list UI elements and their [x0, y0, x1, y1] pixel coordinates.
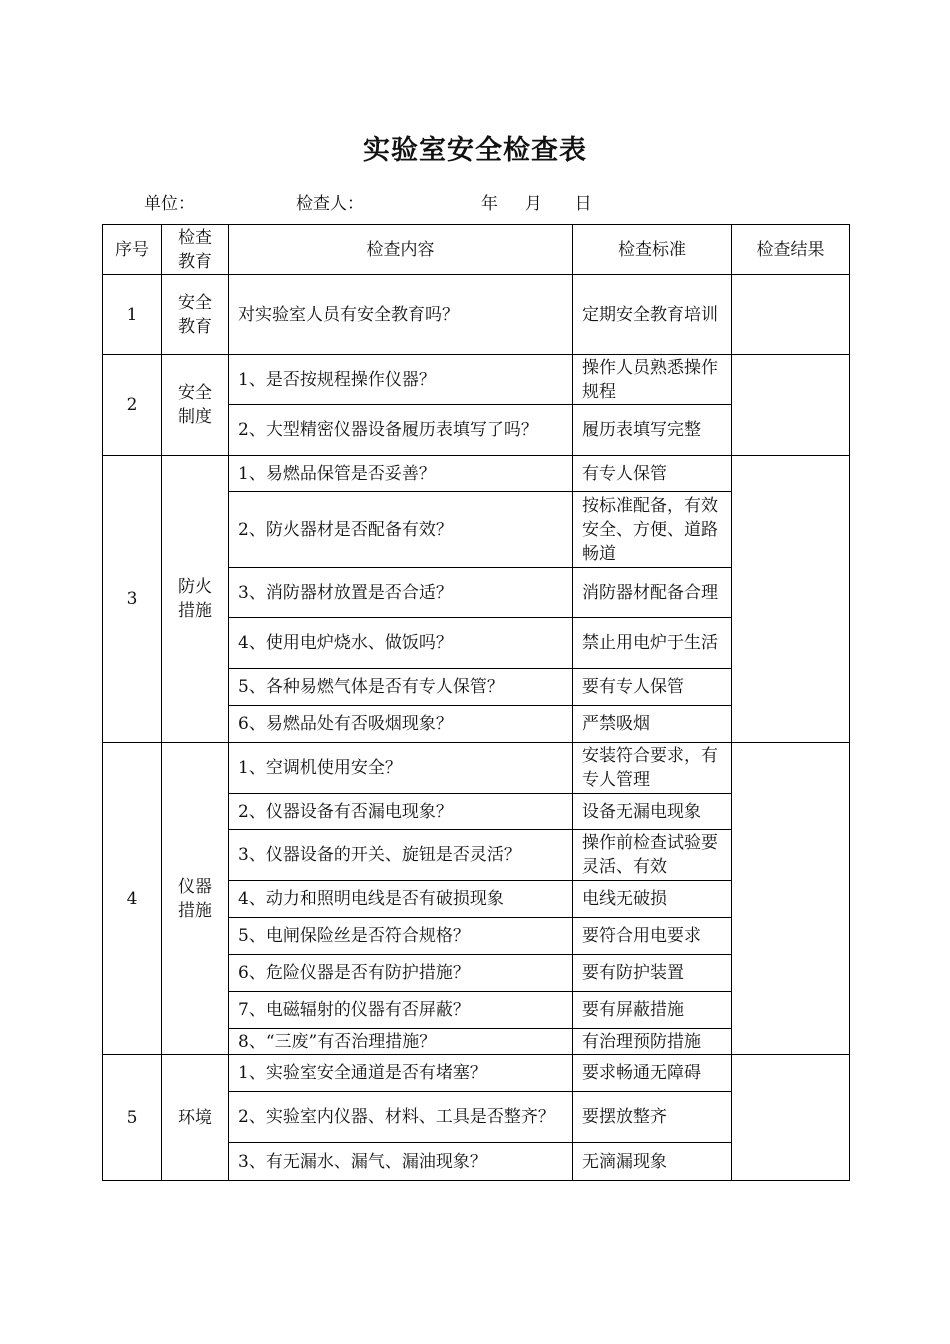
- table-row: [103, 355, 850, 405]
- item-standard: 安装符合要求，有专人管理: [573, 743, 732, 794]
- item-content: 1、易燃品保管是否妥善？: [229, 456, 573, 492]
- item-standard: 操作前检查试验要灵活、有效: [573, 830, 732, 881]
- day-label: 日: [574, 194, 592, 214]
- header-standard: 检查标准: [573, 225, 732, 275]
- section-category: 仪器措施: [162, 743, 229, 1055]
- year-label: 年: [481, 194, 498, 214]
- item-standard: 要摆放整齐: [573, 1092, 732, 1143]
- item-content: 4、动力和照明电线是否有破损现象: [229, 881, 573, 918]
- item-standard: 要符合用电要求: [573, 918, 732, 955]
- item-standard: 消防器材配备合理: [573, 568, 732, 618]
- section-category: 安全教育: [162, 275, 229, 355]
- item-content: 2、实验室内仪器、材料、工具是否整齐？: [229, 1092, 573, 1143]
- item-standard: 要有屏蔽措施: [573, 992, 732, 1029]
- item-content: 3、消防器材放置是否合适？: [229, 568, 573, 618]
- item-standard: 禁止用电炉于生活: [573, 618, 732, 669]
- item-standard: 要有防护装置: [573, 955, 732, 992]
- item-content: 8、“三废”有否治理措施？: [229, 1029, 573, 1055]
- header-seq: 序号: [103, 225, 162, 275]
- item-content: 7、电磁辐射的仪器有否屏蔽？: [229, 992, 573, 1029]
- header-content: 检查内容: [229, 225, 573, 275]
- section-seq: 1: [103, 275, 162, 355]
- result-cell[interactable]: [732, 275, 850, 355]
- section-seq: 5: [103, 1055, 162, 1181]
- item-standard: 严禁吸烟: [573, 706, 732, 743]
- item-content: 2、防火器材是否配备有效？: [229, 492, 573, 568]
- page-title: 实验室安全检查表: [363, 135, 587, 166]
- section-seq: 3: [103, 456, 162, 743]
- section-category: 防火措施: [162, 456, 229, 743]
- month-label: 月: [524, 194, 542, 214]
- table-row: [103, 456, 850, 492]
- inspection-table: [102, 224, 850, 1181]
- unit-label: 单位：: [144, 194, 195, 214]
- header-category: 检查教育: [162, 225, 229, 275]
- table-row: [103, 1055, 850, 1092]
- date-labels: [481, 189, 592, 214]
- item-content: 对实验室人员有安全教育吗？: [229, 275, 573, 355]
- item-content: 2、仪器设备有否漏电现象？: [229, 794, 573, 830]
- result-cell[interactable]: [732, 1055, 850, 1181]
- inspector-label: 检查人：: [296, 194, 364, 214]
- item-content: 4、使用电炉烧水、做饭吗？: [229, 618, 573, 669]
- item-standard: 有治理预防措施: [573, 1029, 732, 1055]
- item-standard: 设备无漏电现象: [573, 794, 732, 830]
- item-standard: 无滴漏现象: [573, 1143, 732, 1181]
- section-category: 环境: [162, 1055, 229, 1181]
- item-standard: 要有专人保管: [573, 669, 732, 706]
- item-standard: 电线无破损: [573, 881, 732, 918]
- item-content: 1、空调机使用安全？: [229, 743, 573, 794]
- item-standard: 按标准配备，有效安全、方便、道路畅道: [573, 492, 732, 568]
- item-content: 6、易燃品处有否吸烟现象？: [229, 706, 573, 743]
- item-content: 2、大型精密仪器设备履历表填写了吗？: [229, 405, 573, 456]
- section-category: 安全制度: [162, 355, 229, 456]
- item-content: 5、电闸保险丝是否符合规格？: [229, 918, 573, 955]
- item-content: 6、危险仪器是否有防护措施？: [229, 955, 573, 992]
- item-standard: 有专人保管: [573, 456, 732, 492]
- item-content: 3、有无漏水、漏气、漏油现象？: [229, 1143, 573, 1181]
- item-content: 5、各种易燃气体是否有专人保管？: [229, 669, 573, 706]
- item-content: 1、是否按规程操作仪器？: [229, 355, 573, 405]
- item-standard: 履历表填写完整: [573, 405, 732, 456]
- table-header-row: [103, 225, 850, 275]
- section-seq: 4: [103, 743, 162, 1055]
- item-standard: 操作人员熟悉操作规程: [573, 355, 732, 405]
- header-result: 检查结果: [732, 225, 850, 275]
- item-standard: 要求畅通无障碍: [573, 1055, 732, 1092]
- section-seq: 2: [103, 355, 162, 456]
- table-row: [103, 275, 850, 355]
- item-standard: 定期安全教育培训: [573, 275, 732, 355]
- result-cell[interactable]: [732, 355, 850, 456]
- item-content: 3、仪器设备的开关、旋钮是否灵活？: [229, 830, 573, 881]
- result-cell[interactable]: [732, 743, 850, 1055]
- table-row: [103, 743, 850, 794]
- item-content: 1、实验室安全通道是否有堵塞？: [229, 1055, 573, 1092]
- result-cell[interactable]: [732, 456, 850, 743]
